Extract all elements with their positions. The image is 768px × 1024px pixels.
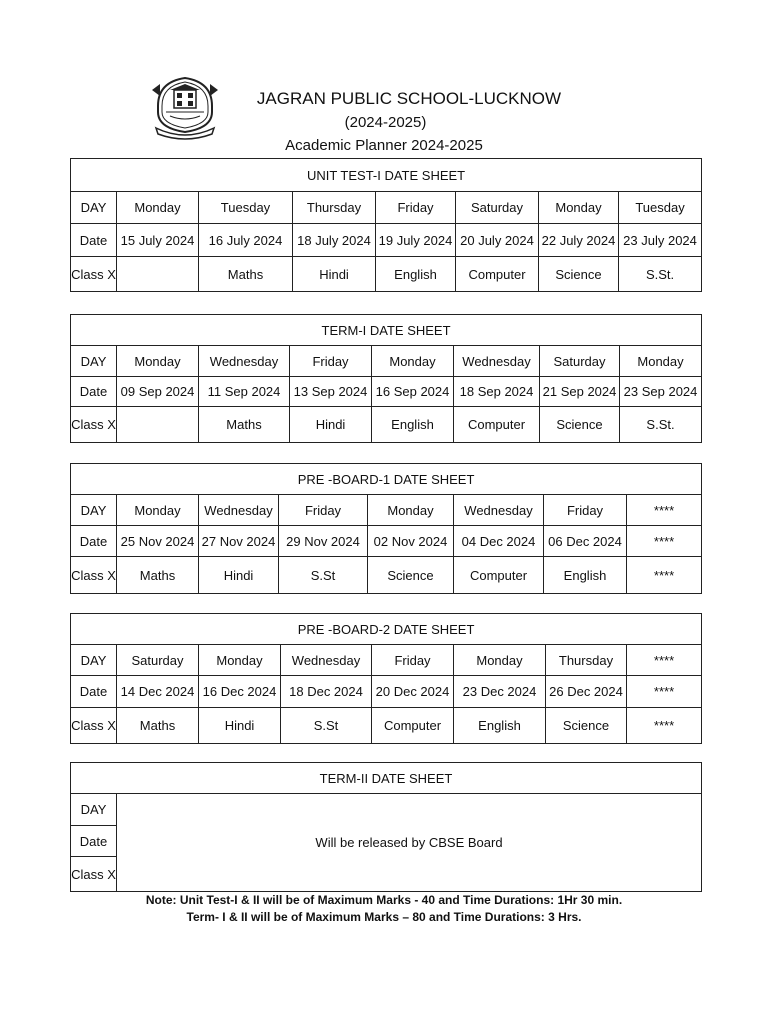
cell: Wednesday bbox=[454, 495, 544, 526]
cell: Monday bbox=[454, 645, 546, 676]
cell: Tuesday bbox=[199, 192, 293, 224]
cell: Saturday bbox=[117, 645, 199, 676]
date-row bbox=[71, 224, 702, 257]
cell: 20 Dec 2024 bbox=[372, 676, 454, 708]
cell: 15 July 2024 bbox=[117, 224, 199, 257]
row-label: Class X bbox=[71, 257, 117, 292]
cell: Monday bbox=[199, 645, 281, 676]
cell: Computer bbox=[454, 407, 540, 443]
cell: 26 Dec 2024 bbox=[546, 676, 627, 708]
row-label: DAY bbox=[71, 645, 117, 676]
cell: Thursday bbox=[293, 192, 376, 224]
cell: 16 Dec 2024 bbox=[199, 676, 281, 708]
row-label: Date bbox=[71, 526, 117, 557]
table-title: PRE -BOARD-2 DATE SHEET bbox=[71, 614, 702, 645]
cell: Monday bbox=[117, 346, 199, 377]
cell: Hindi bbox=[199, 557, 279, 594]
cell: Science bbox=[539, 257, 619, 292]
cell: 23 July 2024 bbox=[619, 224, 702, 257]
cell: Computer bbox=[372, 708, 454, 744]
cell: Wednesday bbox=[199, 495, 279, 526]
date-row bbox=[71, 526, 702, 557]
row-label: DAY bbox=[71, 346, 117, 377]
cell: 25 Nov 2024 bbox=[117, 526, 199, 557]
row-label: Date bbox=[71, 377, 117, 407]
day-row bbox=[71, 495, 702, 526]
pre-board-2-table bbox=[70, 613, 702, 744]
cell: 16 Sep 2024 bbox=[372, 377, 454, 407]
cell: 19 July 2024 bbox=[376, 224, 456, 257]
cell: Friday bbox=[544, 495, 627, 526]
cell: 09 Sep 2024 bbox=[117, 377, 199, 407]
cell: Wednesday bbox=[454, 346, 540, 377]
release-message: Will be released by CBSE Board bbox=[117, 794, 702, 892]
cell: 06 Dec 2024 bbox=[544, 526, 627, 557]
cell: S.St. bbox=[620, 407, 702, 443]
day-row bbox=[71, 192, 702, 224]
cell: Hindi bbox=[293, 257, 376, 292]
row-label: DAY bbox=[71, 495, 117, 526]
cell: S.St. bbox=[619, 257, 702, 292]
subject-row bbox=[71, 557, 702, 594]
row-label: Date bbox=[71, 676, 117, 708]
note-term: Term- I & II will be of Maximum Marks – 80 and Time Durations: 3 Hrs. bbox=[186, 910, 582, 924]
cell: 27 Nov 2024 bbox=[199, 526, 279, 557]
cell: S.St bbox=[281, 708, 372, 744]
cell: Saturday bbox=[540, 346, 620, 377]
cell: 29 Nov 2024 bbox=[279, 526, 368, 557]
cell bbox=[117, 257, 199, 292]
subject-row bbox=[71, 257, 702, 292]
cell: 14 Dec 2024 bbox=[117, 676, 199, 708]
cell: 20 July 2024 bbox=[456, 224, 539, 257]
cell: 18 Sep 2024 bbox=[454, 377, 540, 407]
cell: Friday bbox=[376, 192, 456, 224]
unit-test-1-table bbox=[70, 158, 702, 292]
term-1-table bbox=[70, 314, 702, 443]
cell: English bbox=[454, 708, 546, 744]
subject-row bbox=[71, 407, 702, 443]
cell: Science bbox=[540, 407, 620, 443]
term-2-table bbox=[70, 762, 702, 892]
cell: Science bbox=[546, 708, 627, 744]
cell: Friday bbox=[279, 495, 368, 526]
cell: English bbox=[376, 257, 456, 292]
cell bbox=[117, 407, 199, 443]
planner-title: Academic Planner 2024-2025 bbox=[285, 137, 483, 154]
cell: English bbox=[544, 557, 627, 594]
cell: **** bbox=[627, 526, 702, 557]
table-title: TERM-I DATE SHEET bbox=[71, 315, 702, 346]
table-title: TERM-II DATE SHEET bbox=[71, 763, 702, 794]
cell: Science bbox=[368, 557, 454, 594]
cell: 22 July 2024 bbox=[539, 224, 619, 257]
cell: English bbox=[372, 407, 454, 443]
row-label: Class X bbox=[71, 407, 117, 443]
cell: Maths bbox=[199, 407, 290, 443]
cell: S.St bbox=[279, 557, 368, 594]
cell: 04 Dec 2024 bbox=[454, 526, 544, 557]
table-title: UNIT TEST-I DATE SHEET bbox=[71, 159, 702, 192]
cell: 02 Nov 2024 bbox=[368, 526, 454, 557]
note-unit-test: Note: Unit Test-I & II will be of Maximum Marks - 40 and Time Durations: 1Hr 30 min. bbox=[145, 893, 623, 907]
cell: 13 Sep 2024 bbox=[290, 377, 372, 407]
cell: 18 Dec 2024 bbox=[281, 676, 372, 708]
row-label: Class X bbox=[71, 708, 117, 744]
cell: Monday bbox=[117, 192, 199, 224]
cell: Maths bbox=[117, 557, 199, 594]
cell: Maths bbox=[117, 708, 199, 744]
row-label: Class X bbox=[71, 857, 117, 892]
cell: Friday bbox=[372, 645, 454, 676]
row-label: DAY bbox=[71, 192, 117, 224]
school-name: JAGRAN PUBLIC SCHOOL-LUCKNOW bbox=[256, 89, 562, 108]
cell: Monday bbox=[539, 192, 619, 224]
cell: Thursday bbox=[546, 645, 627, 676]
cell: Tuesday bbox=[619, 192, 702, 224]
cell: 23 Dec 2024 bbox=[454, 676, 546, 708]
cell: Wednesday bbox=[199, 346, 290, 377]
cell: Monday bbox=[372, 346, 454, 377]
cell: Hindi bbox=[290, 407, 372, 443]
row-label: DAY bbox=[71, 794, 117, 826]
cell: Friday bbox=[290, 346, 372, 377]
cell: 23 Sep 2024 bbox=[620, 377, 702, 407]
cell: 21 Sep 2024 bbox=[540, 377, 620, 407]
cell: 18 July 2024 bbox=[293, 224, 376, 257]
cell: 16 July 2024 bbox=[199, 224, 293, 257]
cell: **** bbox=[627, 557, 702, 594]
table-title: PRE -BOARD-1 DATE SHEET bbox=[71, 464, 702, 495]
cell: Monday bbox=[117, 495, 199, 526]
cell: Computer bbox=[456, 257, 539, 292]
cell: **** bbox=[627, 645, 702, 676]
cell: Saturday bbox=[456, 192, 539, 224]
cell: Hindi bbox=[199, 708, 281, 744]
date-row bbox=[71, 377, 702, 407]
row-label: Date bbox=[71, 826, 117, 857]
cell: Monday bbox=[620, 346, 702, 377]
row-label: Date bbox=[71, 224, 117, 257]
cell: 11 Sep 2024 bbox=[199, 377, 290, 407]
cell: Computer bbox=[454, 557, 544, 594]
subject-row bbox=[71, 708, 702, 744]
row-label: Class X bbox=[71, 557, 117, 594]
cell: Monday bbox=[368, 495, 454, 526]
cell: **** bbox=[627, 708, 702, 744]
cell: **** bbox=[627, 676, 702, 708]
cell: **** bbox=[627, 495, 702, 526]
day-row bbox=[71, 645, 702, 676]
cell: Maths bbox=[199, 257, 293, 292]
date-row bbox=[71, 676, 702, 708]
pre-board-1-table bbox=[70, 463, 702, 594]
session-year: (2024-2025) bbox=[344, 114, 427, 131]
cell: Wednesday bbox=[281, 645, 372, 676]
day-row bbox=[71, 346, 702, 377]
